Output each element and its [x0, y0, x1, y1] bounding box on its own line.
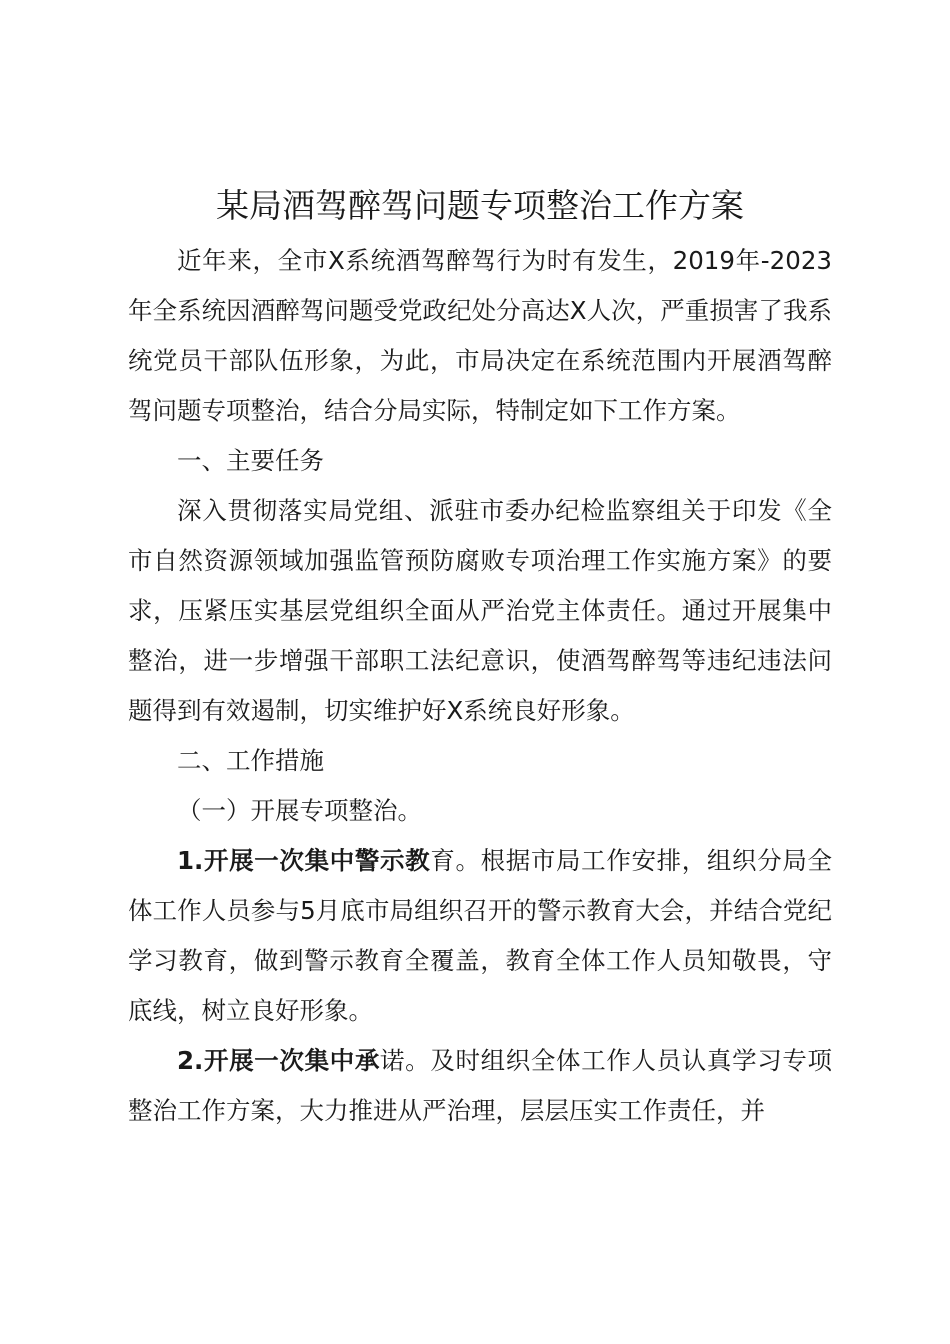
main-tasks-paragraph: 深入贯彻落实局党组、派驻市委办纪检监察组关于印发《全市自然资源领域加强监管预防腐败专项治理工作实施方案》的要求，压紧压实基层党组织全面从严治党主体责任。通过开展集中整治，进一步增强干部职工法纪意识，使酒驾醉驾等违纪违法问题得到有效遏制，切实维护好X系统良好形象。: [128, 496, 832, 725]
measure-item-2-body: 诺。及时组织全体工作人员认真学习专项整治工作方案，大力推进从严治理，层层压实工作责任，并: [128, 1046, 833, 1125]
measure-item-2: [128, 1036, 832, 1136]
measure-item-1-lead: 1.开展一次集中警示教: [177, 846, 431, 875]
document-body: [128, 176, 832, 1136]
measure-item-2-lead: 2.开展一次集中承: [177, 1046, 381, 1075]
section-heading-work-measures: 二、工作措施: [177, 746, 324, 775]
measure-item-1: [128, 836, 832, 1036]
section-heading-main-tasks: 一、主要任务: [177, 446, 324, 475]
intro-paragraph: 近年来，全市X系统酒驾醉驾行为时有发生，2019年-2023年全系统因酒醉驾问题受党政纪处分高达X人次，严重损害了我系统党员干部队伍形象，为此，市局决定在系统范围内开展酒驾醉驾问题专项整治，结合分局实际，特制定如下工作方案。: [128, 246, 832, 425]
document-title: 某局酒驾醉驾问题专项整治工作方案: [216, 186, 744, 225]
measure-item-1-body: 育。根据市局工作安排，组织分局全体工作人员参与5月底市局组织召开的警示教育大会，并结合党纪学习教育，做到警示教育全覆盖，教育全体工作人员知敬畏，守底线，树立良好形象。: [128, 846, 832, 1025]
subheading-special-rectification: （一）开展专项整治。: [177, 796, 422, 825]
